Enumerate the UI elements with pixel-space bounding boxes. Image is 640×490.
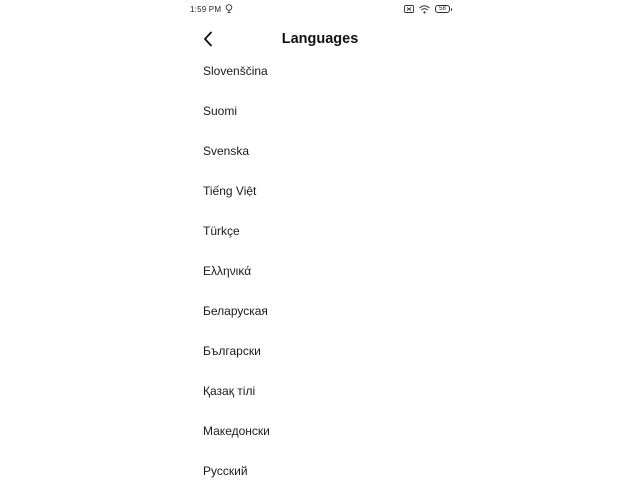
phone-screen	[180, 0, 460, 480]
language-label: Македонски	[203, 424, 270, 438]
language-item-bulgarian[interactable]	[180, 330, 460, 370]
language-item-tieng-viet[interactable]	[180, 170, 460, 210]
language-item-kazakh[interactable]	[180, 370, 460, 410]
language-label: Беларуская	[203, 304, 268, 318]
language-item-greek[interactable]	[180, 250, 460, 290]
status-time: 1:59 PM	[190, 5, 222, 14]
language-label: Tiếng Việt	[203, 184, 257, 198]
language-item-suomi[interactable]	[180, 90, 460, 130]
language-label: Svenska	[203, 144, 250, 158]
language-item-russian[interactable]	[180, 450, 460, 490]
battery-icon: 58	[435, 5, 450, 13]
language-label: Қазақ тілі	[203, 384, 256, 398]
language-label: Български	[203, 344, 261, 358]
language-item-turkce[interactable]	[180, 210, 460, 250]
language-label: Ελληνικά	[203, 264, 252, 278]
sim-icon	[404, 5, 414, 13]
language-item-slovenscina[interactable]	[180, 50, 460, 90]
language-item-svenska[interactable]	[180, 130, 460, 170]
status-icons	[404, 3, 450, 15]
wifi-icon	[419, 5, 430, 14]
language-label: Suomi	[203, 104, 238, 118]
language-list	[180, 50, 460, 490]
notification-icon	[225, 4, 233, 13]
page-title: Languages	[281, 31, 359, 47]
status-bar	[180, 0, 460, 18]
language-label: Slovenščina	[203, 64, 268, 78]
language-item-belarusian[interactable]	[180, 290, 460, 330]
language-label: Türkçe	[203, 224, 240, 238]
language-label: Русский	[203, 464, 248, 478]
language-item-macedonian[interactable]	[180, 410, 460, 450]
